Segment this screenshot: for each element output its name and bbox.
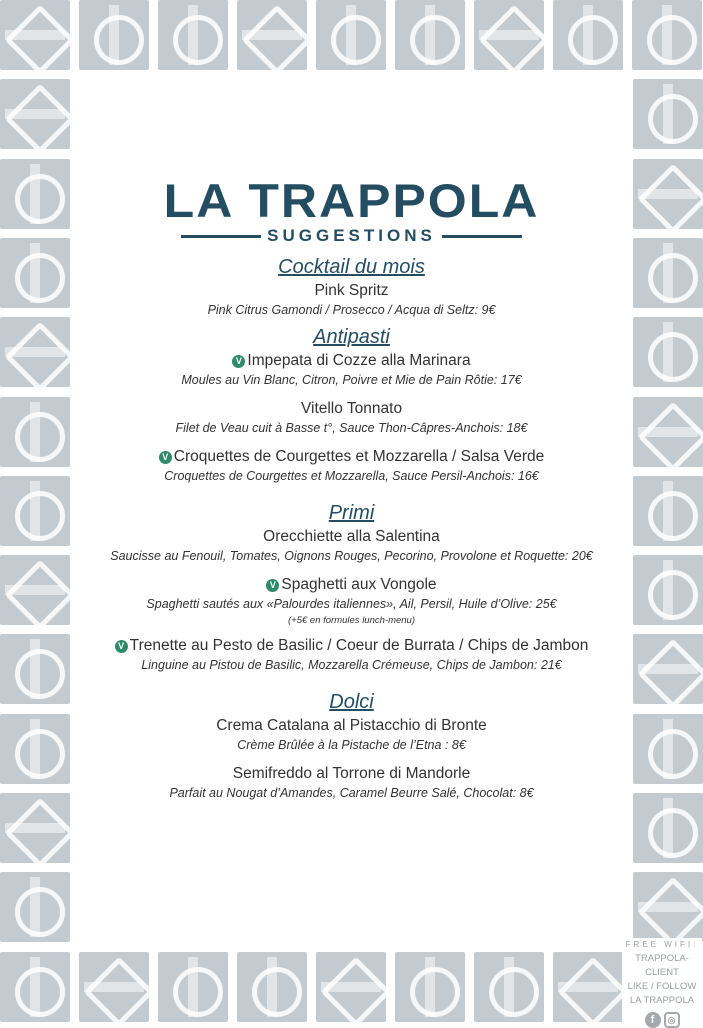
decorative-tile [474,952,544,1022]
restaurant-name: LA TRAPPOLA [163,174,540,228]
menu-item-name [100,574,603,595]
decorative-tile [633,397,703,467]
vegetarian-badge-icon: V [159,451,172,464]
decorative-tile [79,952,149,1022]
decorative-tile [633,476,703,546]
decorative-tile [633,159,703,229]
decorative-tile [237,952,307,1022]
decorative-tile [0,952,70,1022]
decorative-tile [0,714,70,784]
section-heading: Primi [328,502,375,524]
decorative-tile [474,0,544,70]
decorative-tile [0,317,70,387]
subtitle: SUGGESTIONS [267,226,436,245]
decorative-tile [0,0,70,70]
decorative-tile [633,317,703,387]
menu-item-name [100,398,603,419]
decorative-tile [0,238,70,308]
decorative-tile [158,0,228,70]
social-cta: LIKE / FOLLOW [627,981,697,992]
decorative-tile [0,79,70,149]
decorative-tile [633,555,703,625]
menu-item-name [100,763,603,784]
subtitle-row [100,226,603,246]
decorative-tile [395,952,465,1022]
decorative-tile [633,872,703,942]
menu-item-description: Parfait au Nougat d’Amandes, Caramel Beurre Salé, Chocolat: 8€ [169,786,534,800]
menu [100,172,603,803]
menu-item-description: Linguine au Pistou de Basilic, Mozzarella Crémeuse, Chips de Jambon: 21€ [141,658,562,672]
item-name-text: Impepata di Cozze alla Marinara [247,352,471,369]
menu-item-name [100,635,603,656]
decorative-tile [633,634,703,704]
social-handle: LA TRAPPOLA [629,995,695,1006]
vegetarian-badge-icon: V [266,579,279,592]
decorative-tile [0,634,70,704]
decorative-tile [632,0,702,70]
divider [181,235,261,238]
decorative-tile [316,0,386,70]
menu-item-name [100,715,603,736]
divider [442,235,522,238]
section-heading: Dolci [329,691,374,713]
vegetarian-badge-icon: V [232,355,245,368]
decorative-tile [0,793,70,863]
menu-item-name [100,446,603,467]
decorative-tile [0,159,70,229]
section-heading: Cocktail du mois [278,256,425,278]
item-name-text: Pink Spritz [314,282,389,299]
menu-item-description: Crème Brûlée à la Pistache de l’Etna : 8€ [237,738,466,752]
item-name-text: Trenette au Pesto de Basilic / Coeur de Burrata / Chips de Jambon [129,637,589,654]
decorative-tile [553,0,623,70]
decorative-tile [633,79,703,149]
decorative-tile [0,397,70,467]
decorative-tile [633,238,703,308]
decorative-tile [316,952,386,1022]
menu-item-name [100,350,603,371]
menu-sections [100,254,603,803]
decorative-tile [0,872,70,942]
social-info [622,938,702,1028]
menu-item-description: Filet de Veau cuit à Basse t°, Sauce Thon-Câpres-Anchois: 18€ [175,421,528,435]
menu-item-name [100,280,603,301]
wifi-label: FREE WIFI: [625,940,699,949]
item-name-text: Orecchiette alla Salentina [263,528,440,545]
instagram-icon[interactable]: ◎ [664,1012,680,1028]
decorative-tile [0,476,70,546]
decorative-tile [633,714,703,784]
menu-item-description: Saucisse au Fenouil, Tomates, Oignons Rouges, Pecorino, Provolone et Roquette: 20€ [110,549,593,563]
facebook-icon[interactable]: f [645,1012,661,1028]
decorative-tile [633,793,703,863]
decorative-tile [79,0,149,70]
decorative-tile [158,952,228,1022]
wifi-network: TRAPPOLA-CLIENT [635,953,689,978]
item-name-text: Vitello Tonnato [300,400,403,417]
menu-item-note: (+5€ en formules lunch-menu) [288,615,415,626]
item-name-text: Semifreddo al Torrone di Mandorle [232,765,471,782]
menu-item-description: Spaghetti sautés aux «Palourdes italiennes», Ail, Persil, Huile d’Olive: 25€ [146,597,557,611]
vegetarian-badge-icon: V [115,640,128,653]
menu-item-description: Moules au Vin Blanc, Citron, Poivre et Mie de Pain Rôtie: 17€ [181,373,522,387]
decorative-tile [395,0,465,70]
section-heading: Antipasti [313,326,390,348]
menu-item-name [100,526,603,547]
menu-item-description: Pink Citrus Gamondi / Prosecco / Acqua di Seltz: 9€ [207,303,496,317]
decorative-tile [0,555,70,625]
item-name-text: Crema Catalana al Pistacchio di Bronte [216,717,487,734]
decorative-tile [237,0,307,70]
menu-item-description: Croquettes de Courgettes et Mozzarella, Sauce Persil-Anchois: 16€ [164,469,539,483]
decorative-tile [553,952,623,1022]
item-name-text: Croquettes de Courgettes et Mozzarella / Salsa Verde [173,448,545,465]
item-name-text: Spaghetti aux Vongole [281,576,437,593]
